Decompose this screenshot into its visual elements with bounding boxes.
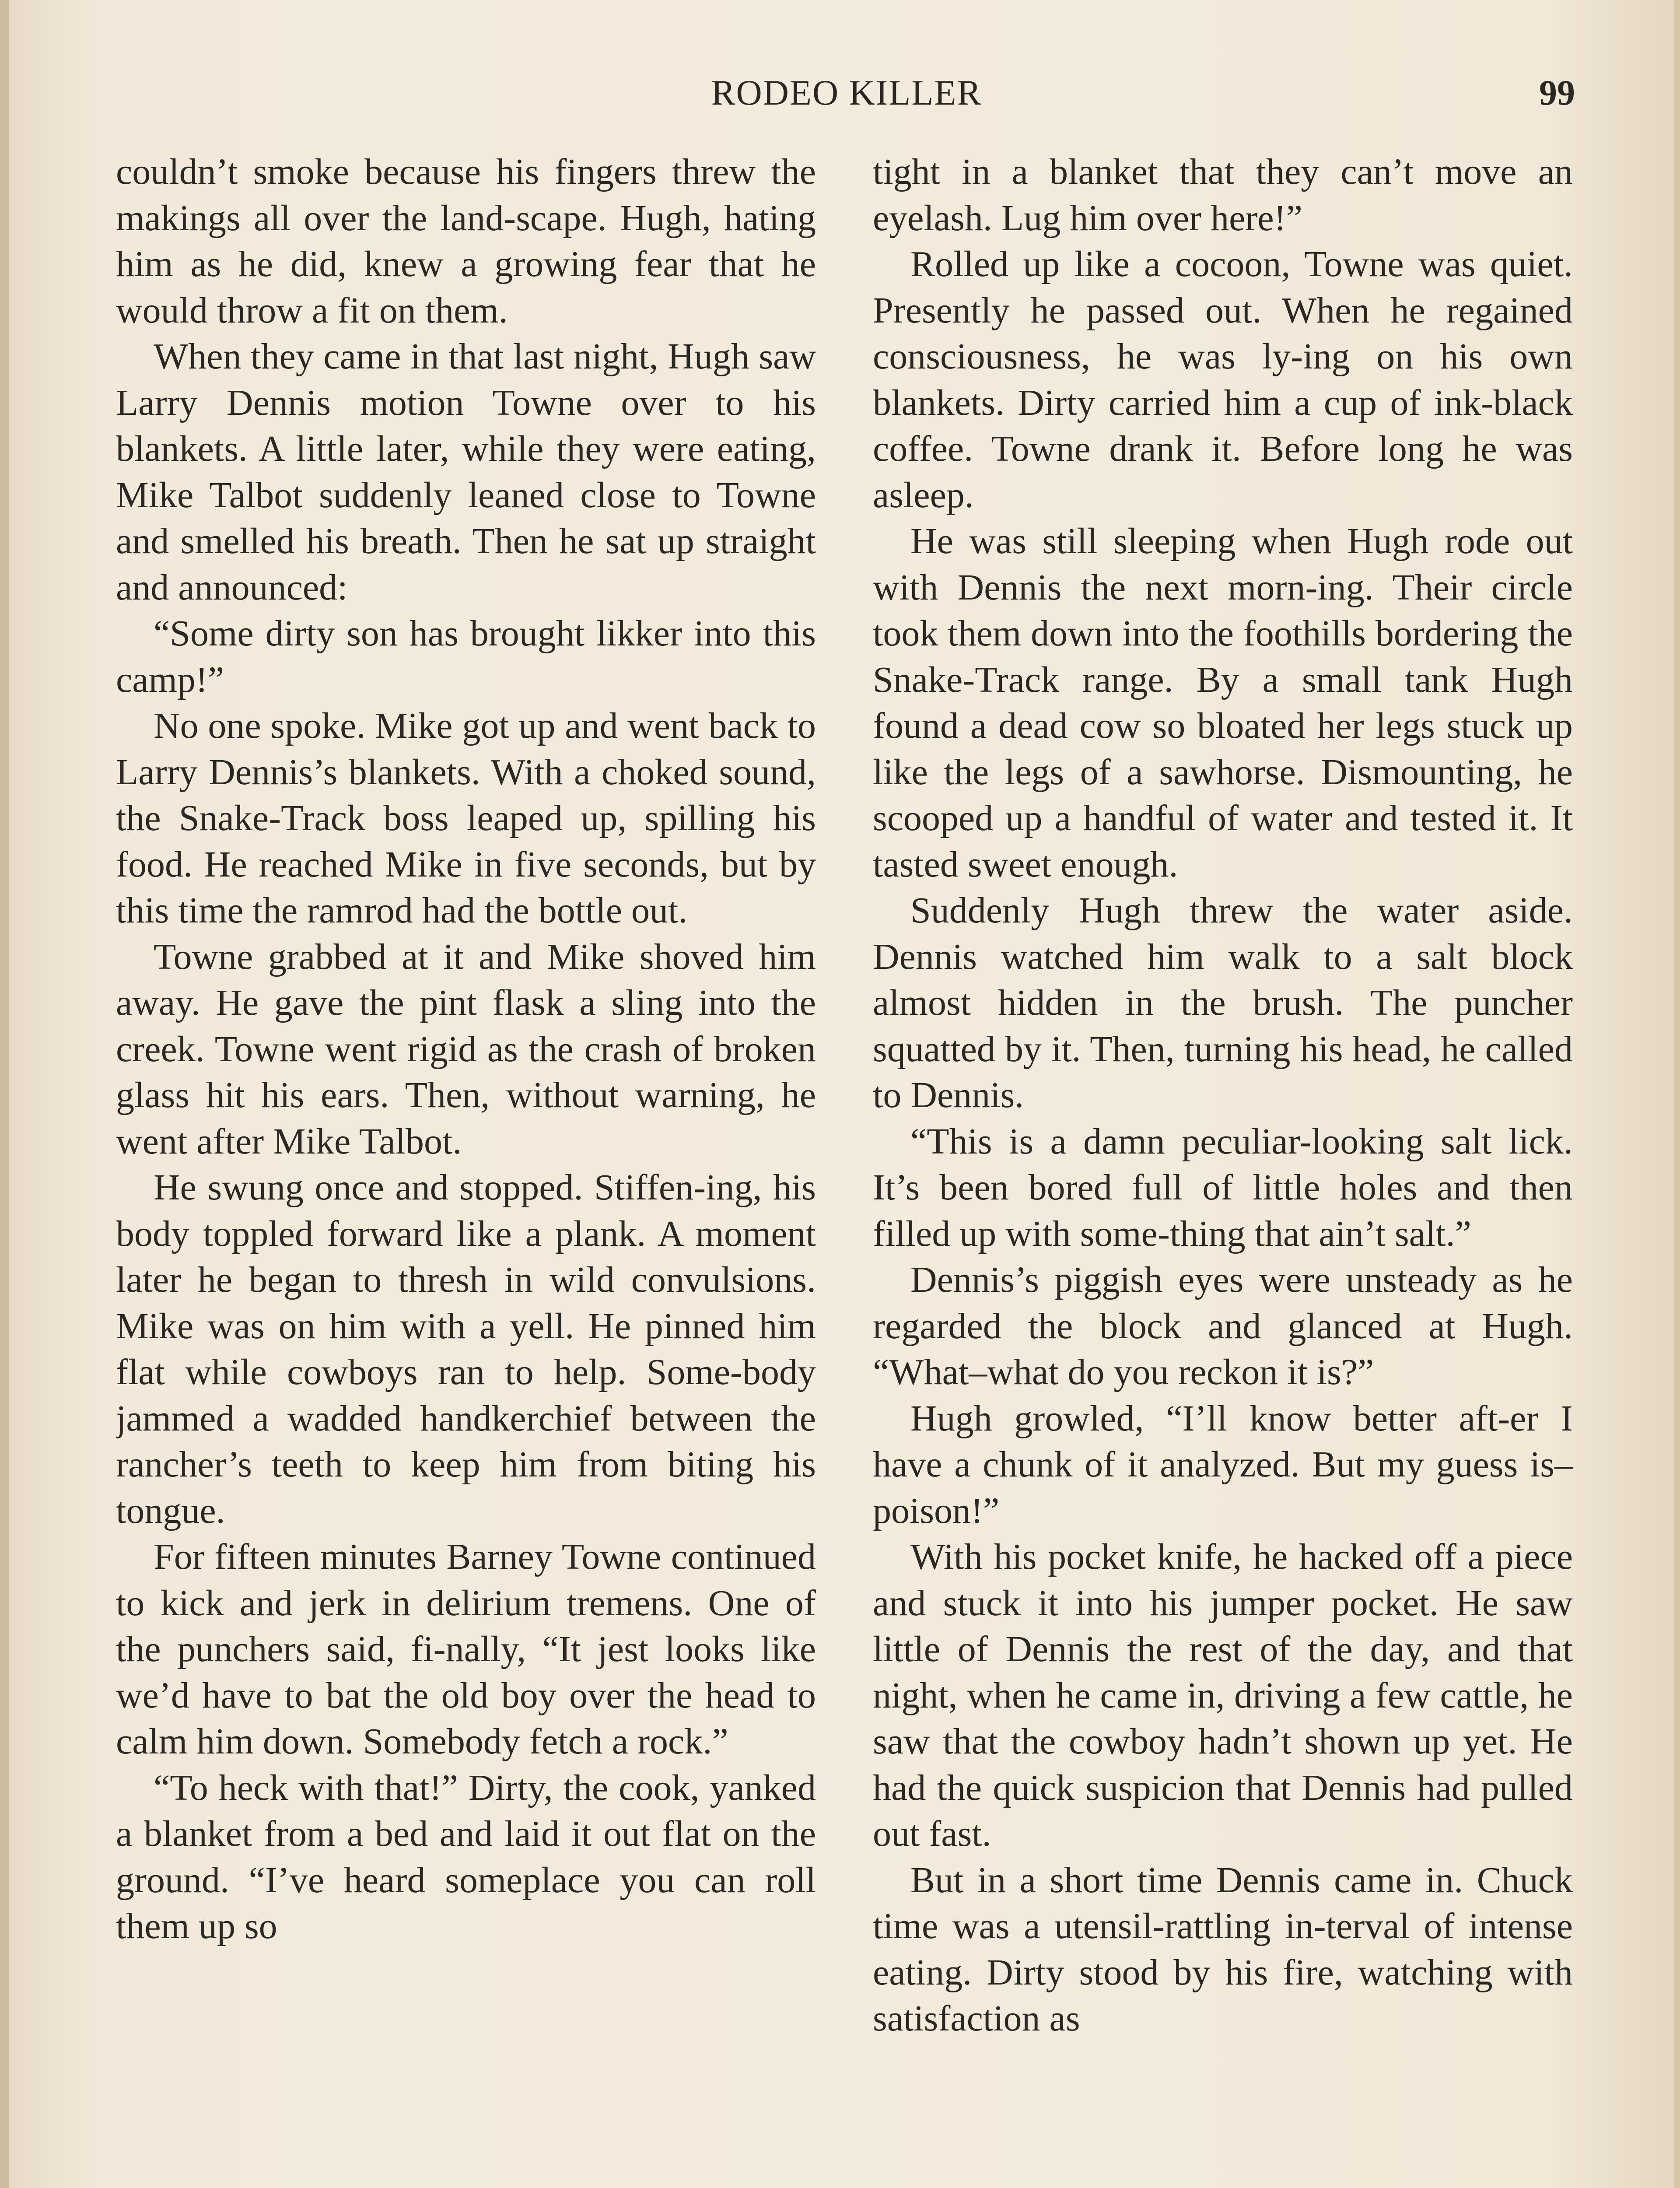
paragraph: He swung once and stopped. Stiffen-ing, his body toppled forward like a plank. A moment later he began to thresh in wild convulsions. Mike was on him with a yell. He pinned him flat while cowboys ran to help. Some-body jammed a wadded handkerchief between the rancher’s teeth to keep him from biting his tongue. — [116, 1167, 816, 1531]
paragraph: With his pocket knife, he hacked off a piece and stuck it into his jumper pocket. He saw little of Dennis the rest of the day, and that night, when he came in, driving a few cattle, he saw that the cowboy hadn’t shown up yet. He had the quick suspicion that Dennis had pulled out fast. — [873, 1536, 1573, 1854]
paragraph: “To heck with that!” Dirty, the cook, yanked a blanket from a bed and laid it out flat on the ground. “I’ve heard someplace you can roll them up so — [116, 1767, 816, 1946]
paragraph: Suddenly Hugh threw the water aside. Dennis watched him walk to a salt block almost hidden in the brush. The puncher squatted by it. Then, turning his head, he called to Dennis. — [873, 890, 1573, 1115]
paragraph: Rolled up like a cocoon, Towne was quiet. Presently he passed out. When he regained consciousness, he was ly-ing on his own blankets. Dirty carried him a cup of ink-black coffee. Towne drank it. Before long he was asleep. — [873, 244, 1573, 515]
right-text-column — [873, 149, 1573, 2188]
paragraph: Towne grabbed at it and Mike shoved him away. He gave the pint flask a sling into the creek. Towne went rigid as the crash of broken glass hit his ears. Then, without warning, he went after Mike Talbot. — [116, 936, 816, 1162]
paragraph: Dennis’s piggish eyes were unsteady as he regarded the block and glanced at Hugh. “What–what do you reckon it is?” — [873, 1259, 1573, 1392]
page-right-edge — [1674, 0, 1680, 2188]
paragraph: No one spoke. Mike got up and went back to Larry Dennis’s blankets. With a choked sound, the Snake-Track boss leaped up, spilling his food. He reached Mike in five seconds, but by this time the ramrod had the bottle out. — [116, 705, 816, 931]
paragraph: He was still sleeping when Hugh rode out with Dennis the next morn-ing. Their circle took them down into the foothills bordering the Snake-Track range. By a small tank Hugh found a dead cow so bloated her legs stuck up like the legs of a sawhorse. Dismounting, he scooped up a handful of water and tested it. It tasted sweet enough. — [873, 521, 1573, 885]
running-title: RODEO KILLER — [711, 73, 982, 112]
paragraph: “This is a damn peculiar-looking salt lick. It’s been bored full of little holes and then filled up with some-thing that ain’t salt.” — [873, 1121, 1573, 1254]
page-number: 99 — [1539, 73, 1575, 112]
page-left-edge — [0, 0, 9, 2188]
paragraph: When they came in that last night, Hugh saw Larry Dennis motion Towne over to his blankets. A little later, while they were eating, Mike Talbot suddenly leaned close to Towne and smelled his breath. Then he sat up straight and announced: — [116, 336, 816, 608]
paragraph: couldn’t smoke because his fingers threw the makings all over the land-scape. Hugh, hating him as he did, knew a growing fear that he would throw a fit on them. — [116, 151, 816, 331]
paragraph: tight in a blanket that they can’t move an eyelash. Lug him over here!” — [873, 151, 1573, 238]
paragraph: For fifteen minutes Barney Towne continued to kick and jerk in delirium tremens. One of the punchers said, fi-nally, “It jest looks like we’d have to bat the old boy over the head to calm him down. Somebody fetch a rock.” — [116, 1536, 816, 1762]
paragraph: “Some dirty son has brought likker into this camp!” — [116, 613, 816, 700]
running-header — [118, 72, 1575, 116]
paragraph: But in a short time Dennis came in. Chuck time was a utensil-rattling in-terval of intense eating. Dirty stood by his fire, watching with satisfaction as — [873, 1859, 1573, 2039]
left-text-column — [116, 149, 816, 2188]
paragraph: Hugh growled, “I’ll know better aft-er I have a chunk of it analyzed. But my guess is–poison!” — [873, 1398, 1573, 1531]
